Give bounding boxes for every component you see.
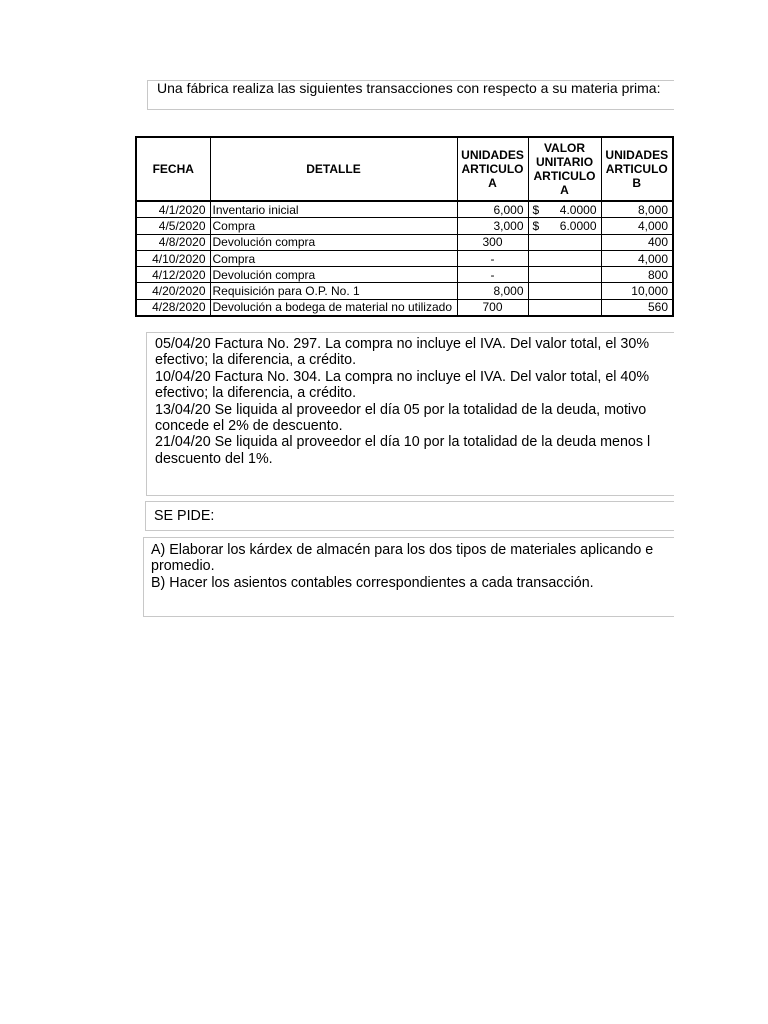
cell-unidades-b: 4,000: [601, 218, 673, 234]
cell-fecha: 4/12/2020: [136, 267, 210, 283]
note-line: 10/04/20 Factura No. 304. La compra no incluye el IVA. Del valor total, el 40%: [155, 368, 650, 385]
header-valor-a: VALOR UNITARIO ARTICULO A: [528, 137, 601, 201]
tasks-box: [143, 537, 674, 617]
note-line: efectivo; la diferencia, a crédito.: [155, 352, 357, 369]
note-line: 13/04/20 Se liquida al proveedor el día 05 por la totalidad de la deuda, motivo: [155, 401, 647, 418]
cell-valor-a: [528, 283, 601, 299]
cell-valor-a: [528, 234, 601, 250]
cell-unidades-b: 800: [601, 267, 673, 283]
se-pide-box: [145, 501, 674, 531]
header-detalle: DETALLE: [210, 137, 457, 201]
cell-unidades-b: 560: [601, 299, 673, 316]
note-line: 21/04/20 Se liquida al proveedor el día 10 por la totalidad de la deuda menos l: [155, 434, 651, 451]
cell-valor-a: [528, 201, 601, 218]
note-line: concede el 2% de descuento.: [155, 418, 343, 435]
task-line: B) Hacer los asientos contables correspondientes a cada transacción.: [151, 574, 594, 591]
cell-unidades-a: 300: [457, 234, 528, 250]
cell-unidades-a: -: [457, 250, 528, 266]
cell-unidades-b: 10,000: [601, 283, 673, 299]
notes-box: [146, 332, 674, 496]
note-line: efectivo; la diferencia, a crédito.: [155, 385, 357, 402]
cell-unidades-a: 3,000: [457, 218, 528, 234]
table-row: [136, 299, 673, 316]
currency-symbol: $: [532, 202, 540, 217]
task-line: promedio.: [151, 558, 215, 575]
table-row: [136, 218, 673, 234]
table-row: [136, 234, 673, 250]
table-row: [136, 250, 673, 266]
cell-fecha: 4/20/2020: [136, 283, 210, 299]
task-line: A) Elaborar los kárdex de almacén para los dos tipos de materiales aplicando e: [151, 542, 654, 558]
unit-value: 6.0000: [559, 218, 597, 233]
note-line: descuento del 1%.: [155, 450, 273, 467]
cell-detalle: Inventario inicial: [210, 201, 457, 218]
cell-unidades-a: 6,000: [457, 201, 528, 218]
table-row: [136, 201, 673, 218]
intro-text: Una fábrica realiza las siguientes transacciones con respecto a su materia prima:: [157, 80, 661, 96]
cell-valor-a: [528, 250, 601, 266]
intro-text-box: [147, 80, 674, 110]
cell-unidades-b: 4,000: [601, 250, 673, 266]
cell-unidades-a: -: [457, 267, 528, 283]
header-unidades-b: UNIDADES ARTICULO B: [601, 137, 673, 201]
table-header-row: [136, 137, 673, 201]
cell-unidades-a: 8,000: [457, 283, 528, 299]
cell-fecha: 4/10/2020: [136, 250, 210, 266]
note-line: 05/04/20 Factura No. 297. La compra no incluye el IVA. Del valor total, el 30%: [155, 336, 650, 352]
cell-detalle: Compra: [210, 250, 457, 266]
cell-valor-a: [528, 299, 601, 316]
cell-fecha: 4/1/2020: [136, 201, 210, 218]
cell-detalle: Requisición para O.P. No. 1: [210, 283, 457, 299]
cell-fecha: 4/5/2020: [136, 218, 210, 234]
cell-unidades-b: 8,000: [601, 201, 673, 218]
header-unidades-a: UNIDADES ARTICULO A: [457, 137, 528, 201]
table-row: [136, 283, 673, 299]
cell-valor-a: [528, 267, 601, 283]
header-fecha: FECHA: [136, 137, 210, 201]
cell-valor-a: [528, 218, 601, 234]
cell-detalle: Devolución compra: [210, 267, 457, 283]
cell-fecha: 4/8/2020: [136, 234, 210, 250]
cell-fecha: 4/28/2020: [136, 299, 210, 316]
cell-unidades-a: 700: [457, 299, 528, 316]
cell-detalle: Devolución compra: [210, 234, 457, 250]
cell-unidades-b: 400: [601, 234, 673, 250]
currency-symbol: $: [532, 218, 540, 233]
se-pide-label: SE PIDE:: [154, 508, 215, 524]
transactions-table: [135, 136, 674, 317]
cell-detalle: Devolución a bodega de material no utilizado: [210, 299, 457, 316]
unit-value: 4.0000: [559, 202, 597, 217]
cell-detalle: Compra: [210, 218, 457, 234]
table-row: [136, 267, 673, 283]
